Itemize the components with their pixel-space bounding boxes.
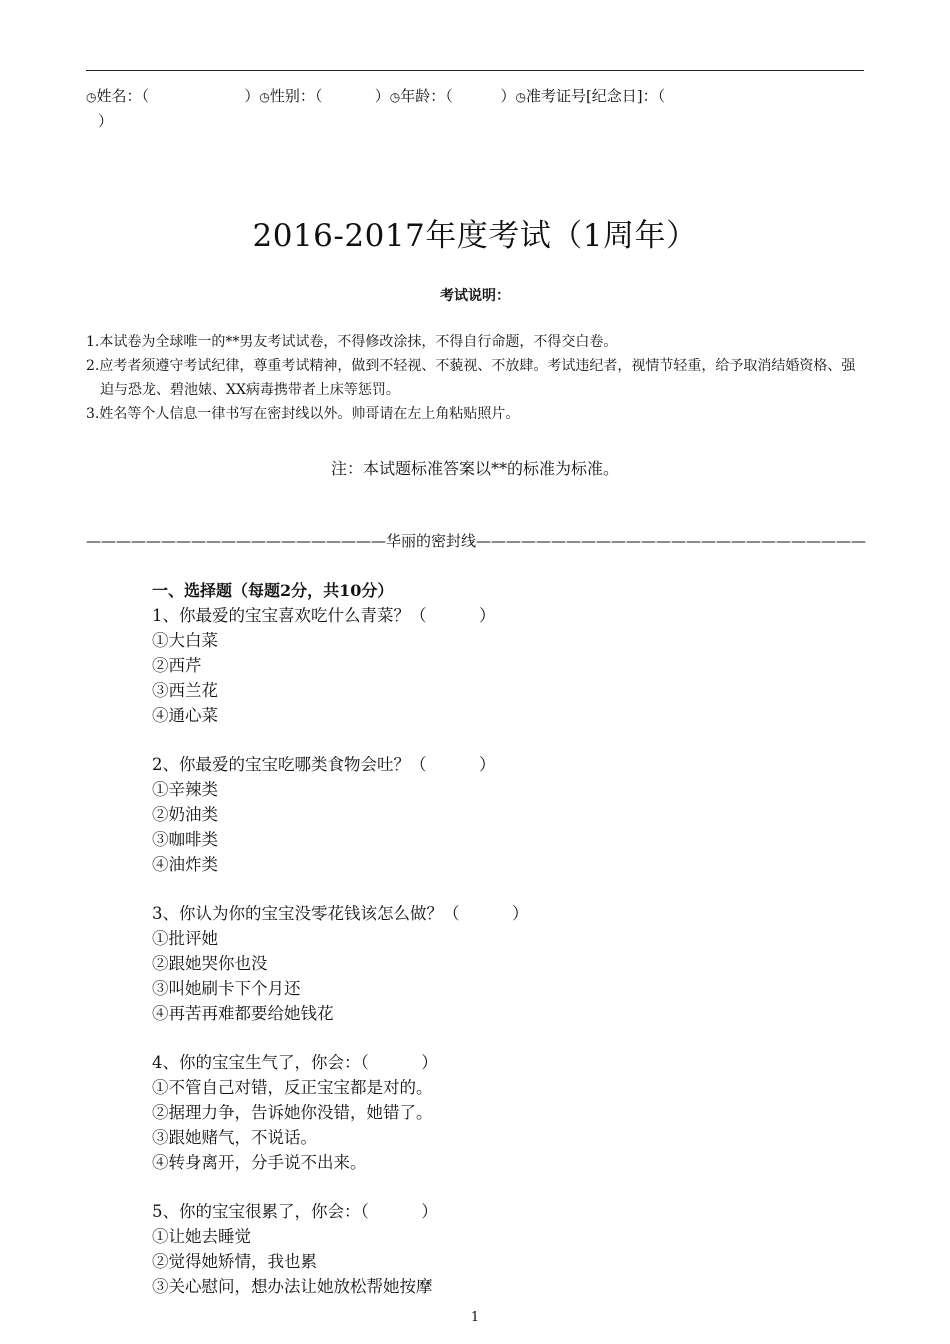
instruction-item: 3.姓名等个人信息一律书写在密封线以外。帅哥请在左上角粘贴照片。 (86, 406, 520, 422)
answer-option[interactable]: ④通心菜 (152, 706, 218, 725)
question-item (152, 1050, 852, 1175)
ticket-field-close: ） (98, 112, 114, 130)
question-stem: 2、你最爱的宝宝吃哪类食物会吐？（ ） (152, 755, 496, 774)
question-stem: 5、你的宝宝很累了，你会：（ ） (152, 1202, 438, 1221)
question-list (152, 603, 852, 1323)
candidate-info (86, 84, 786, 133)
page-number: 1 (470, 1310, 480, 1325)
answer-option[interactable]: ①不管自己对错，反正宝宝都是对的。 (152, 1078, 433, 1097)
answer-option[interactable]: ②西芹 (152, 656, 202, 675)
question-item (152, 752, 852, 877)
question-item (152, 1199, 852, 1299)
instructions-list (86, 330, 866, 426)
answer-option[interactable]: ③跟她赌气，不说话。 (152, 1128, 317, 1147)
answer-option[interactable]: ①大白菜 (152, 631, 218, 650)
answer-option[interactable]: ③西兰花 (152, 681, 218, 700)
question-item (152, 901, 852, 1026)
clock-icon: ◷ (259, 90, 270, 104)
age-field[interactable]: 年龄：（ ） (400, 87, 516, 105)
answer-note: 注：本试题标准答案以**的标准为标准。 (330, 459, 619, 478)
question-stem: 3、你认为你的宝宝没零花钱该怎么做？（ ） (152, 904, 529, 923)
answer-option[interactable]: ③咖啡类 (152, 830, 218, 849)
answer-option[interactable]: ②据理力争，告诉她你没错，她错了。 (152, 1103, 433, 1122)
answer-option[interactable]: ③关心慰问，想办法让她放松帮她按摩 (152, 1277, 433, 1296)
answer-option[interactable]: ①让她去睡觉 (152, 1227, 251, 1246)
instruction-item: 1.本试卷为全球唯一的**男友考试试卷，不得修改涂抹，不得自行命题，不得交白卷。 (86, 334, 618, 350)
clock-icon: ◷ (86, 90, 97, 104)
name-field[interactable]: 姓名：（ ） (96, 87, 260, 105)
clock-icon: ◷ (389, 90, 401, 104)
seal-line: ————————————————————华丽的密封线—————————————————————————— (86, 532, 866, 550)
answer-option[interactable]: ①辛辣类 (152, 780, 218, 799)
section-heading: 一、选择题（每题2分，共10分） (152, 581, 394, 600)
answer-option[interactable]: ②觉得她矫情，我也累 (152, 1252, 317, 1271)
exam-title: 2016-2017年度考试（1周年） (252, 218, 698, 254)
answer-option[interactable]: ②奶油类 (152, 805, 218, 824)
answer-option[interactable]: ①批评她 (152, 929, 218, 948)
question-stem: 4、你的宝宝生气了，你会：（ ） (152, 1053, 438, 1072)
answer-option[interactable]: ②跟她哭你也没 (152, 954, 268, 973)
answer-option[interactable]: ④油炸类 (152, 855, 218, 874)
instruction-item: 2.应考者须遵守考试纪律，尊重考试精神，做到不轻视、不藐视、不放肆。考试违纪者，视情节轻重，给予取消结婚资格、强迫与恐龙、碧池婊、XX病毒携带者上床等惩罚。 (86, 358, 856, 398)
header-rule (86, 70, 864, 71)
ticket-field[interactable]: 准考证号[纪念日]：（ (525, 87, 666, 105)
gender-field[interactable]: 性别：（ ） (269, 87, 390, 105)
question-item (152, 603, 852, 728)
instructions-heading: 考试说明： (440, 288, 510, 304)
answer-option[interactable]: ③叫她刷卡下个月还 (152, 979, 301, 998)
answer-option[interactable]: ④转身离开，分手说不出来。 (152, 1153, 367, 1172)
answer-option[interactable]: ④再苦再难都要给她钱花 (152, 1004, 334, 1023)
question-stem: 1、你最爱的宝宝喜欢吃什么青菜？（ ） (152, 606, 496, 625)
clock-icon: ◷ (515, 90, 526, 104)
